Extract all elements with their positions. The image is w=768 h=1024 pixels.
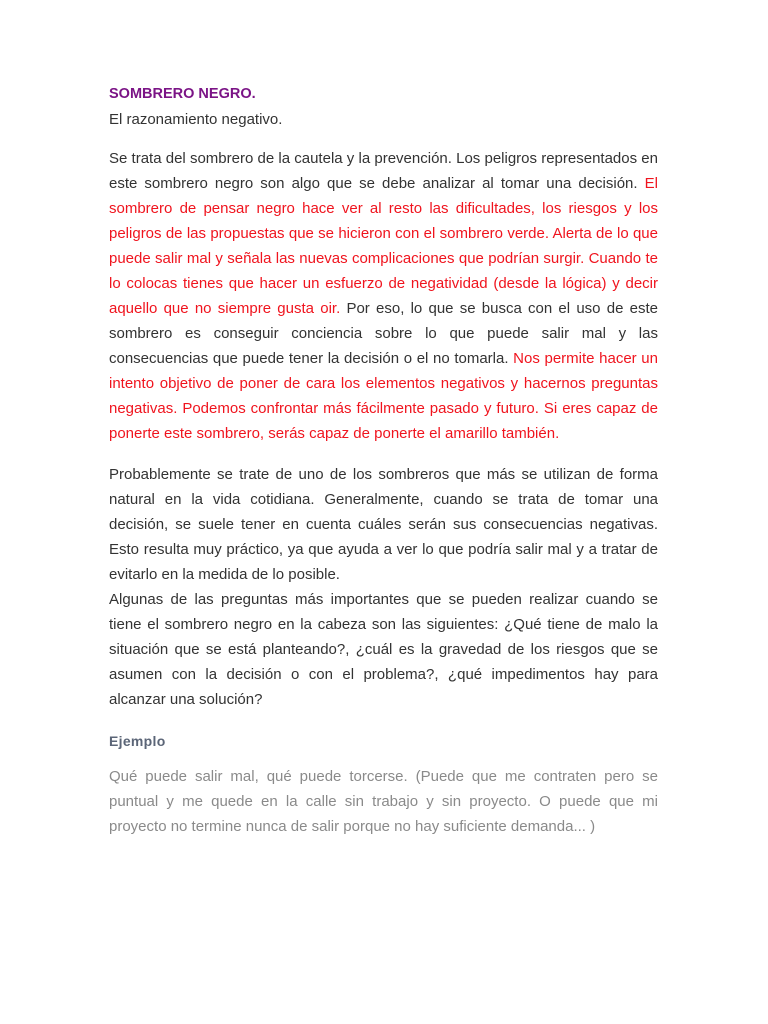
paragraph-questions: Algunas de las preguntas más importantes que se pueden realizar cuando se tiene el sombrero negro en la cabeza son las siguientes: ¿Qué tiene de malo la situación que se está planteando?, ¿cuál es la gravedad de los riesgos que se asumen con la decisión o con el problema?, ¿qué impedimentos hay para alcanzar una solución? bbox=[109, 591, 658, 708]
document-page bbox=[109, 84, 658, 839]
paragraph-intro-text-1: Se trata del sombrero de la cautela y la prevención. Los peligros representados en este sombrero negro son algo que se debe analizar al tomar una decisión. bbox=[109, 150, 658, 192]
example-heading: Ejemplo bbox=[109, 733, 166, 749]
paragraph-intro-text-2: Por eso, lo que se busca con el uso de este sombrero es conseguir conciencia sobre lo que puede salir mal y las consecuencias que puede tener la decisión o el no tomarla. bbox=[109, 300, 658, 367]
paragraph-usage: Probablemente se trate de uno de los sombreros que más se utilizan de forma natural en la vida cotidiana. Generalmente, cuando se trata de tomar una decisión, se suele tener en cuenta cuáles serán sus consecuencias negativas. Esto resulta muy práctico, ya que ayuda a ver lo que podría salir mal y a tratar de evitarlo en la medida de lo posible. bbox=[109, 466, 658, 583]
document-subtitle: El razonamiento negativo. bbox=[109, 111, 283, 128]
paragraph-intro-highlight-1: El sombrero de pensar negro hace ver al resto las dificultades, los riesgos y los peligros de las propuestas que se hicieron con el sombrero verde. Alerta de lo que puede salir mal y señala las nuevas complicaciones que podrían surgir. Cuando te lo colocas tienes que hacer un esfuerzo de negatividad (desde la lógica) y decir aquello que no siempre gusta oir. bbox=[109, 175, 658, 317]
example-text: Qué puede salir mal, qué puede torcerse. (Puede que me contraten pero se puntual y me quede en la calle sin trabajo y sin proyecto. O puede que mi proyecto no termine nunca de salir porque no hay suficiente demanda... ) bbox=[109, 768, 658, 835]
paragraph-intro bbox=[109, 146, 658, 446]
document-title: SOMBRERO NEGRO. bbox=[109, 86, 256, 102]
paragraph-intro-highlight-2: Nos permite hacer un intento objetivo de poner de cara los elementos negativos y hacernos preguntas negativas. Podemos confrontar más fácilmente pasado y futuro. Si eres capaz de ponerte este sombrero, serás capaz de ponerte el amarillo también. bbox=[109, 350, 658, 442]
